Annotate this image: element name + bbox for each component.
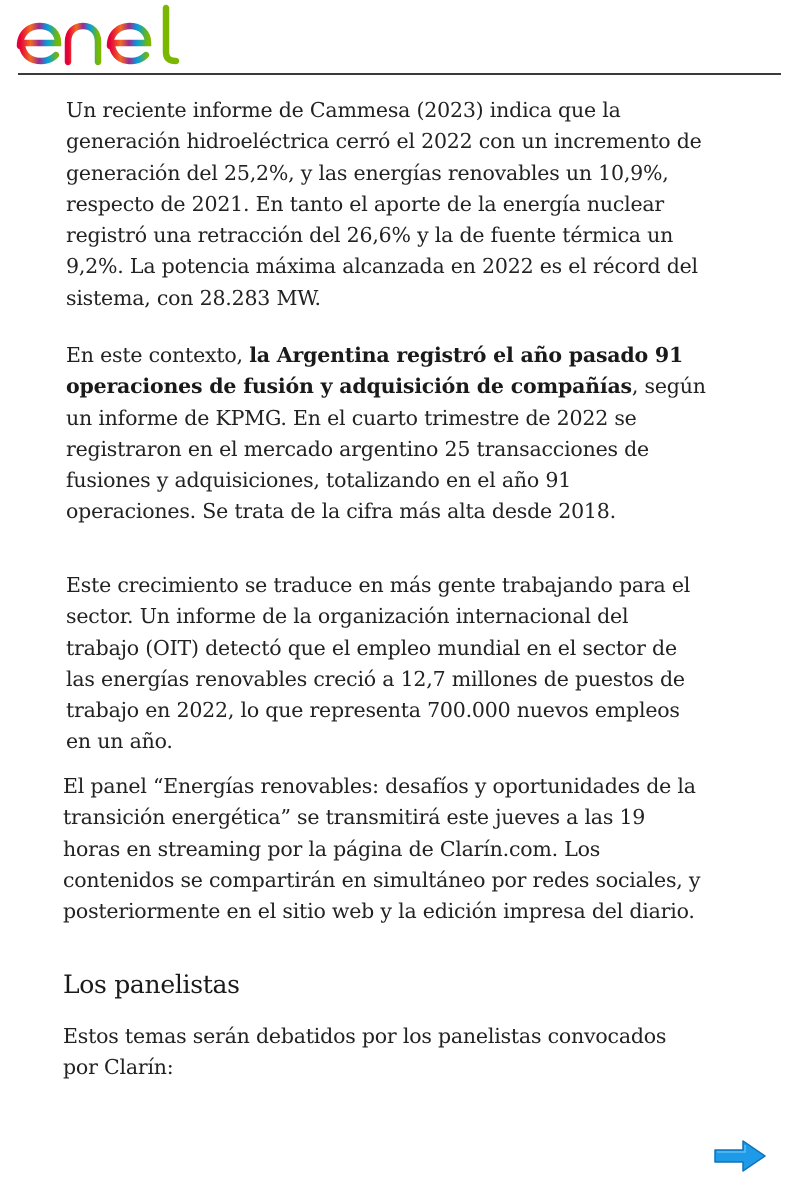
paragraph-2-rest: , según un informe de KPMG. En el cuarto trimestre de 2022 se registraron en el mercado argentino 25 transacciones de fusiones y adquisiciones, totalizando en el año 91 operaciones. Se trata de la cifra más alta desde 2018. [66, 374, 706, 524]
article-paragraph-3: Este crecimiento se traduce en más gente trabajando para el sector. Un informe de la organización internacional del trabajo (OIT) detectó que el empleo mundial en el sector de las energías renovables creció a 12,7 millones de puestos de trabajo en 2022, lo que representa 700.000 nuevos empleos en un año. [66, 573, 691, 754]
paragraph-2-intro: En este contexto, [66, 343, 250, 367]
arrow-right-icon [712, 1137, 768, 1175]
section-heading: Los panelistas [63, 970, 240, 999]
article-paragraph-5: Estos temas serán debatidos por los panelistas convocados por Clarín: [63, 1024, 667, 1080]
paragraph-2-highlight: la Argentina registró el año pasado 91 operaciones de fusión y adquisición de compañías [66, 343, 684, 399]
article-paragraph-4: El panel “Energías renovables: desafíos y oportunidades de la transición energética” se transmitirá este jueves a las 19 horas en streaming por la página de Clarín.com. Los contenidos se compartirán en simultáneo por redes sociales, y posteriormente en el sitio web y la edición impresa del diario. [63, 774, 701, 924]
enel-logo[interactable] [16, 4, 180, 66]
article-paragraph-2 [66, 340, 706, 528]
next-page-button[interactable] [712, 1137, 768, 1175]
article-paragraph-1: Un reciente informe de Cammesa (2023) indica que la generación hidroeléctrica cerró el 2022 con un incremento de generación del 25,2%, y las energías renovables un 10,9%, respecto de 2021. En tanto el aporte de la energía nuclear registró una retracción del 26,6% y la de fuente térmica un 9,2%. La potencia máxima alcanzada en 2022 es el récord del sistema, con 28.283 MW. [66, 98, 702, 310]
header-divider [18, 73, 781, 75]
page-header [0, 0, 800, 76]
